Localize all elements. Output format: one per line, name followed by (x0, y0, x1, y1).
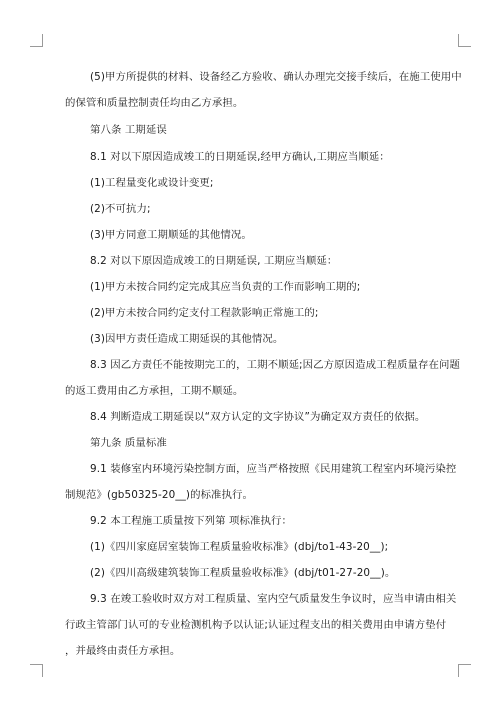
paragraph-line: 的返工费用由乙方承担，工期不顺延。 (65, 385, 244, 397)
paragraph-line: 制规范》(gb50325-20__)的标准执行。 (65, 489, 254, 501)
paragraph-line: 行政主管部门认可的专业检测机构予以认证;认证过程支出的相关费用由申请方垫付 (65, 619, 447, 631)
paragraph-line: (2)甲方未按合同约定支付工程款影响正常施工的; (90, 307, 319, 319)
paragraph-line: 8.2 对以下原因造成竣工的日期延误, 工期应当顺延： (90, 255, 338, 267)
paragraph-line: ，并最终由责任方承担。 (65, 645, 181, 657)
paragraph-line: (2)不可抗力; (90, 203, 151, 215)
paragraph-line: (1)甲方未按合同约定完成其应当负责的工作而影响工期的; (90, 281, 361, 293)
paragraph-line: (5)甲方所提供的材料、设备经乙方验收、确认办理完交接手续后，在施工使用中 (90, 71, 462, 83)
paragraph-line: 8.1 对以下原因造成竣工的日期延误,经甲方确认,工期应当顺延： (90, 151, 390, 163)
paragraph-line: 9.1 装修室内环境污染控制方面，应当严格按照《民用建筑工程室内环境污染控 (90, 463, 457, 475)
crop-mark-bottom-right (458, 664, 471, 677)
paragraph-line: (3)甲方同意工期顺延的其他情况。 (90, 229, 252, 241)
paragraph-line: (1)工程量变化或设计变更; (90, 177, 214, 189)
paragraph-line: 8.3 因乙方责任不能按期完工的，工期不顺延;因乙方原因造成工程质量存在问题 (90, 359, 461, 371)
paragraph-line: (3)因甲方责任造成工期延误的其他情况。 (90, 333, 284, 345)
article-heading: 第八条 工期延误 (90, 124, 167, 136)
crop-mark-bottom-left (30, 664, 43, 677)
paragraph-line: (2)《四川高级建筑装饰工程质量验收标准》(dbj/t01-27-20__)。 (90, 567, 396, 579)
paragraph-line: (1)《四川家庭居室装饰工程质量验收标准》(dbj/to1-43-20__); (90, 541, 389, 553)
paragraph-line: 的保管和质量控制责任均由乙方承担。 (65, 97, 244, 109)
paragraph-line: 9.2 本工程施工质量按下列第 项标准执行： (90, 515, 292, 527)
crop-mark-top-right (458, 34, 471, 47)
crop-mark-top-left (30, 34, 43, 47)
paragraph-line: 9.3 在竣工验收时双方对工程质量、室内空气质量发生争议时，应当申请由相关 (90, 593, 457, 605)
article-heading: 第九条 质量标准 (90, 437, 167, 449)
paragraph-line: 8.4 判断造成工期延误以“双方认定的文字协议”为确定双方责任的依据。 (90, 411, 426, 423)
